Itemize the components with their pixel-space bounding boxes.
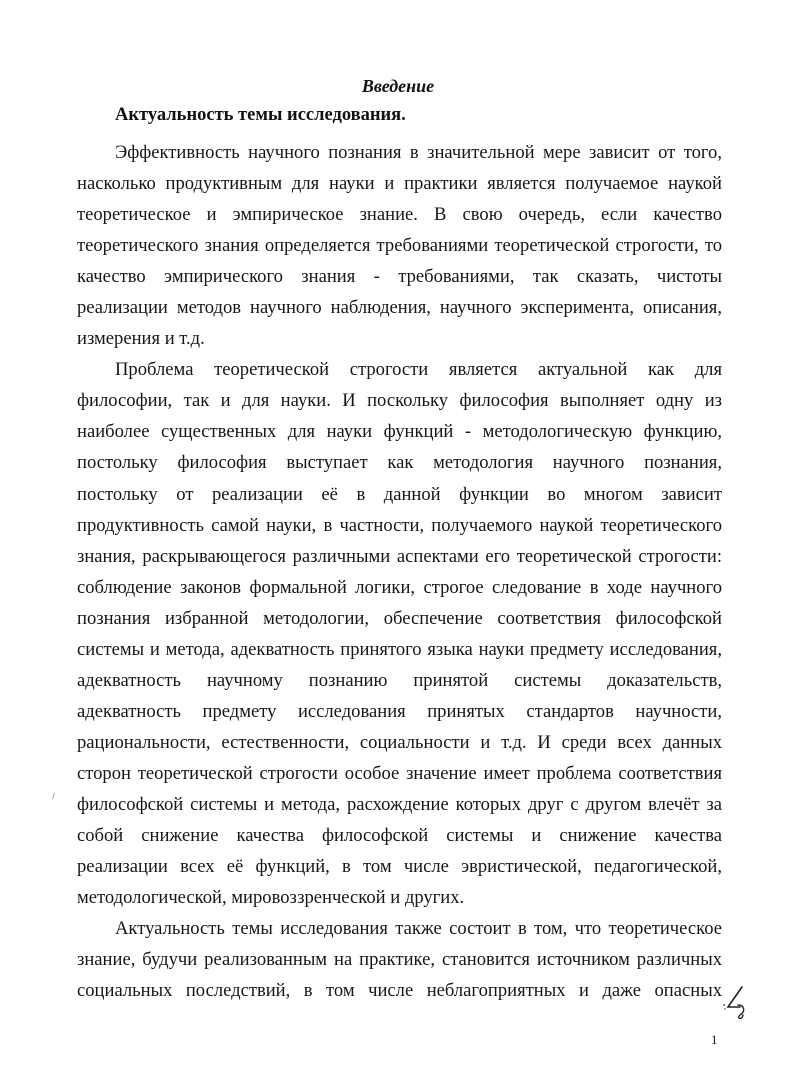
- handwritten-mark-icon: [718, 985, 758, 1025]
- paragraph-1-line: реализации методов научного наблюдения, научного эксперимента, описания,: [77, 297, 722, 319]
- stray-mark-icon: [52, 793, 55, 799]
- paragraph-2-line: знания, раскрывающегося различными аспектами его теоретической строгости:: [77, 545, 722, 567]
- paragraph-2-line: собой снижение качества философской системы и снижение качества: [77, 825, 722, 847]
- paragraph-2-line: соблюдение законов формальной логики, строгое следование в ходе научного: [77, 576, 722, 598]
- title-text: Введение: [361, 76, 435, 96]
- paragraph-3-line: знание, будучи реализованным на практике, становится источником различных: [77, 949, 722, 971]
- paragraph-1-line: качество эмпирического знания - требованиями, так сказать, чистоты: [77, 266, 722, 288]
- paragraph-2-line: наиболее существенных для науки функций - методологическую функцию,: [77, 421, 722, 443]
- section-heading: Актуальность темы исследования.: [115, 105, 406, 125]
- paragraph-2-line: реализации всех её функций, в том числе эвристической, педагогической,: [77, 856, 722, 878]
- paragraph-3-line: социальных последствий, в том числе неблагоприятных и даже опасных: [77, 980, 722, 1002]
- paragraph-1-line: теоретическое и эмпирическое знание. В свою очередь, если качество: [77, 204, 722, 226]
- paragraph-2-line: сторон теоретической строгости особое значение имеет проблема соответствия: [77, 762, 722, 784]
- paragraph-1-line: измерения и т.д.: [77, 328, 205, 350]
- paragraph-3-line: Актуальность темы исследования также состоит в том, что теоретическое: [115, 918, 722, 940]
- paragraph-2-line: системы и метода, адекватность принятого языка науки предмету исследования,: [77, 638, 722, 660]
- paragraph-2-line: философии, так и для науки. И поскольку философия выполняет одну из: [77, 390, 722, 412]
- paragraph-2-line: рациональности, естественности, социальности и т.д. И среди всех данных: [77, 731, 722, 753]
- paragraph-2-line: философской системы и метода, расхождение которых друг с другом влечёт за: [77, 793, 722, 815]
- paragraph-2-line: методологической, мировоззренческой и других.: [77, 887, 465, 909]
- paragraph-2-line: продуктивность самой науки, в частности, получаемого наукой теоретического: [77, 514, 722, 536]
- body-text: [77, 137, 722, 1006]
- document-title: [0, 76, 796, 97]
- paragraph-2-line: постольку от реализации её в данной функции во многом зависит: [77, 483, 722, 505]
- paragraph-2-line: познания избранной методологии, обеспечение соответствия философской: [77, 607, 722, 629]
- paragraph-1-line: насколько продуктивным для науки и практики является получаемое наукой: [77, 173, 722, 195]
- paragraph-1-line: теоретического знания определяется требованиями теоретической строгости, то: [77, 235, 722, 257]
- paragraph-2-line: Проблема теоретической строгости является актуальной как для: [115, 359, 722, 381]
- paragraph-2-line: адекватность предмету исследования принятых стандартов научности,: [77, 700, 722, 722]
- paragraph-2-line: адекватность научному познанию принятой системы доказательств,: [77, 669, 722, 691]
- paragraph-2-line: постольку философия выступает как методология научного познания,: [77, 452, 722, 474]
- page-number: 1: [711, 1032, 718, 1047]
- paragraph-1-line: Эффективность научного познания в значительной мере зависит от того,: [115, 142, 722, 163]
